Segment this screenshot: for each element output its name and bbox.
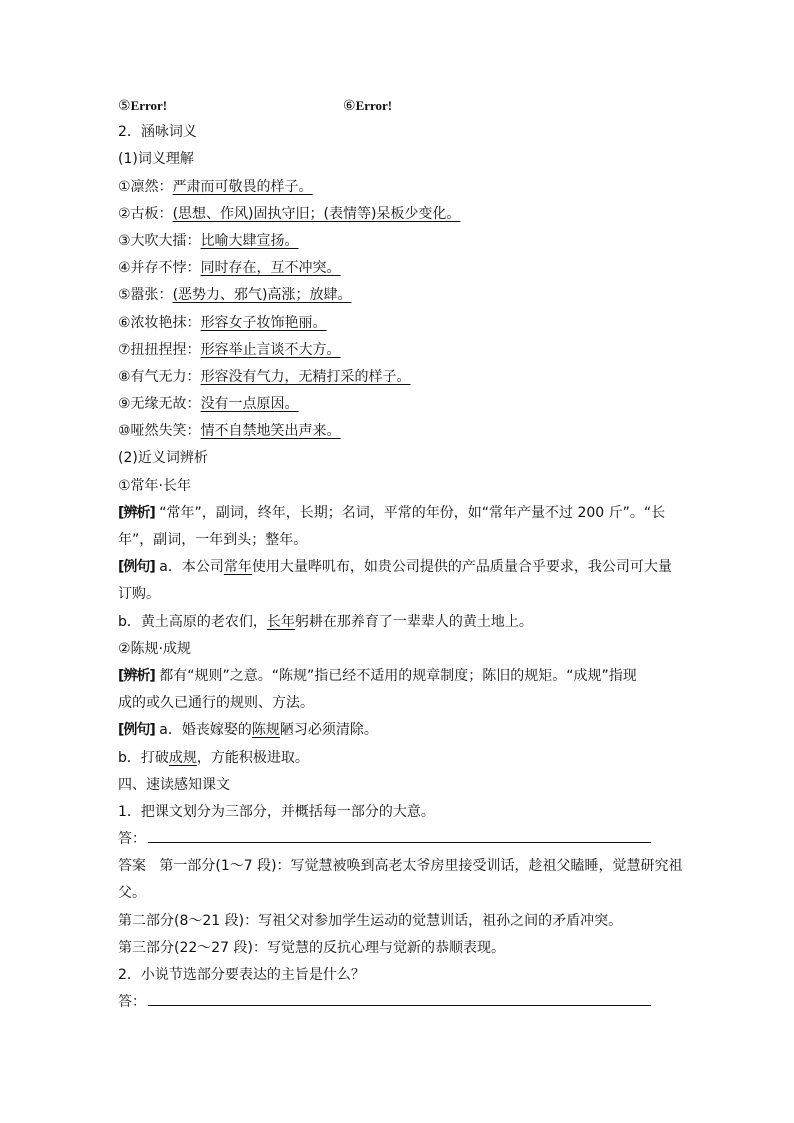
- part-3-summary: 第三部分(22～27 段)：写觉慧的反抗心理与觉新的恭顺表现。: [118, 939, 506, 956]
- definition-row: [118, 418, 678, 445]
- definition-term: ⑤嚣张：: [118, 287, 173, 304]
- definition-term: ②古板：: [118, 205, 173, 222]
- definition-term: ⑥浓妆艳抹：: [118, 314, 201, 331]
- definition-meaning: (思想、作风)固执守旧；(表情等)呆板少变化。: [172, 205, 461, 222]
- analysis-line-cont: 年”，副词，一年到头；整年。: [118, 532, 308, 548]
- definition-meaning: 形容没有气力，无精打采的样子。: [200, 368, 411, 385]
- answer-label: 答：: [118, 831, 146, 848]
- example-tag: [例句]: [118, 559, 155, 576]
- example-line-b: [118, 745, 678, 772]
- example-text: b．打破: [118, 749, 169, 766]
- definition-term: ⑧有气无力：: [118, 368, 201, 385]
- definition-meaning: 形容举止言谈不大方。: [200, 341, 341, 358]
- example-line: [118, 554, 678, 581]
- section-4-title: 四、速读感知课文: [118, 776, 230, 793]
- item-6-number: ⑥: [343, 98, 356, 114]
- example-text: 陋习必须清除。: [279, 722, 378, 739]
- definition-row: [118, 364, 678, 391]
- example-text: a．本公司: [159, 559, 224, 576]
- answer-blank-2[interactable]: [148, 990, 651, 1006]
- definition-meaning: 情不自禁地笑出声来。: [200, 423, 341, 440]
- analysis-line-cont: 成的或久已通行的规则、方法。: [118, 695, 314, 712]
- example-keyword: 长年: [266, 613, 295, 630]
- example-keyword: 陈规: [251, 722, 280, 739]
- definition-meaning: 严肃而可敬畏的样子。: [172, 178, 313, 195]
- subsection-word-meaning: (1)词义理解: [118, 151, 194, 168]
- definition-row: [118, 201, 678, 228]
- definition-row: [118, 282, 678, 309]
- definition-term: ④并存不悖：: [118, 260, 201, 277]
- example-text: 使用大量哔叽布，如贵公司提供的产品质量合乎要求，我公司可大量: [251, 559, 672, 576]
- definition-row: [118, 391, 678, 418]
- analysis-line: [118, 663, 678, 690]
- definition-meaning: 没有一点原因。: [200, 396, 299, 413]
- example-text: ，方能积极进取。: [196, 749, 309, 766]
- definition-row: [118, 228, 678, 255]
- definition-row: [118, 255, 678, 282]
- definition-term: ①凛然：: [118, 178, 173, 195]
- definition-meaning: 比喻大肆宣扬。: [200, 232, 299, 249]
- definition-term: ⑩哑然失笑：: [118, 423, 201, 440]
- answer-label: 答：: [118, 994, 146, 1011]
- synonym-pair-1-title: ①常年·长年: [118, 477, 192, 494]
- error-field-5: Error!: [130, 98, 168, 113]
- synonym-pair-2-title: ②陈规·成规: [118, 640, 192, 657]
- example-text: b．黄土高原的老农们，: [118, 613, 267, 630]
- question-2: 2．小说节选部分要表达的主旨是什么？: [118, 967, 365, 983]
- error-field-6: Error!: [355, 98, 393, 113]
- analysis-text: “常年”，副词，终年，长期；名词，平常的年份，如“常年产量不过 200 斤”。“长: [159, 504, 666, 521]
- answer-key-label: 答案: [118, 858, 146, 875]
- example-text: 躬耕在那养育了一辈辈人的黄土地上。: [294, 613, 533, 630]
- item-5-number: ⑤: [118, 98, 131, 114]
- definition-row: [118, 174, 678, 201]
- definition-row: [118, 310, 678, 337]
- definition-term: ③大吹大擂：: [118, 232, 201, 249]
- analysis-line: [118, 500, 678, 527]
- answer-blank-1[interactable]: [148, 827, 651, 843]
- answer-key-text: 第一部分(1～7 段)：写觉慧被唤到高老太爷房里接受训话，趁祖父瞌睡，觉慧研究祖: [159, 858, 683, 875]
- definition-meaning: 形容女子妆饰艳丽。: [200, 314, 327, 331]
- answer-row-1: [118, 826, 678, 853]
- analysis-text: 都有“规则”之意。“陈规”指已经不适用的规章制度；陈旧的规矩。“成规”指现: [159, 667, 637, 684]
- example-text: a．婚丧嫁娶的: [159, 722, 252, 739]
- definition-term: ⑦扭扭捏捏：: [118, 341, 201, 358]
- analysis-tag: [辨析]: [118, 504, 155, 521]
- answer-row-2: [118, 989, 678, 1016]
- answer-row-5-6: [118, 92, 678, 119]
- example-line-b: [118, 609, 678, 636]
- answer-key-line-cont: 父。: [118, 885, 146, 902]
- question-1: 1．把课文划分为三部分，并概括每一部分的大意。: [118, 803, 435, 820]
- answer-key-line: [118, 853, 683, 880]
- section-2-title: 2．涵咏词义: [118, 124, 197, 141]
- definition-meaning: (恶势力、邪气)高涨；放肆。: [172, 287, 352, 304]
- example-line-cont: 订购。: [118, 586, 160, 603]
- definition-row: [118, 337, 678, 364]
- definition-meaning: 同时存在，互不冲突。: [200, 260, 341, 277]
- item-6: [343, 92, 392, 120]
- analysis-tag: [辨析]: [118, 667, 155, 684]
- subsection-synonyms: (2)近义词辨析: [118, 450, 208, 467]
- example-keyword: 成规: [168, 749, 197, 766]
- example-line: [118, 717, 678, 744]
- document-page: [118, 92, 683, 1016]
- example-tag: [例句]: [118, 722, 155, 739]
- part-2-summary: 第二部分(8～21 段)：写祖父对参加学生运动的觉慧训话，祖孙之间的矛盾冲突。: [118, 912, 623, 929]
- example-keyword: 常年: [223, 559, 252, 576]
- definition-term: ⑨无缘无故：: [118, 396, 201, 413]
